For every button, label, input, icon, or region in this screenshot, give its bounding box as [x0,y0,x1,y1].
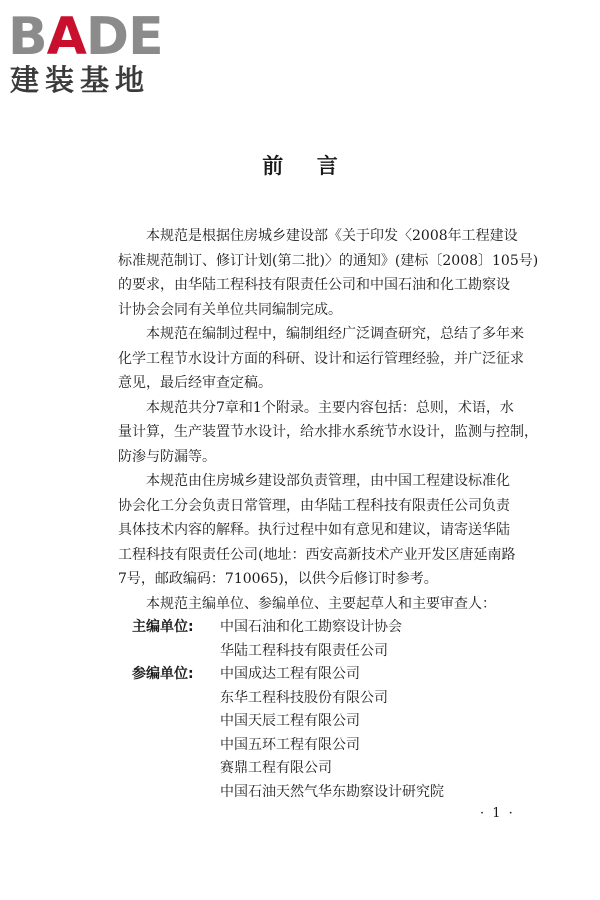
page-number: · 1 · [480,806,515,821]
organization-name: 中国成达工程有限公司 [220,666,360,682]
preface-paragraphs [118,224,539,616]
paragraph-line: 计协会会同有关单位共同编制完成。 [118,301,342,318]
paragraph-line: 的要求，由华陆工程科技有限责任公司和中国石油和化工勘察设 [118,277,510,293]
logo-letter: A [46,7,86,67]
preface-body [118,224,539,804]
page-title: 前言 [262,154,372,178]
chief-units-list [220,616,536,663]
organization-name: 中国石油天然气华东勘察设计研究院 [220,783,444,800]
organization-name: 华陆工程科技有限责任公司 [220,642,388,659]
paragraph-line: 标准规范制订、修订计划(第二批)〉的通知》(建标〔2008〕105号) [118,252,539,269]
paragraph-line: 本规范共分7章和1个附录。主要内容包括：总则，术语，水 [146,399,514,416]
bade-logo-graphic [8,4,183,96]
paragraph-line: 量计算，生产装置节水设计，给水排水系统节水设计，监测与控制， [118,424,538,440]
organization-name: 赛鼎工程有限公司 [220,760,332,776]
logo-brand-text [8,7,163,67]
organization-name: 中国石油和化工勘察设计协会 [220,619,402,635]
paragraph-line: 意见，最后经审查定稿。 [118,375,272,391]
organization-name: 中国五环工程有限公司 [220,736,360,753]
paragraph-line: 协会化工分会负责日常管理，由华陆工程科技有限责任公司负责 [118,497,510,514]
preface-paragraph [118,224,539,322]
organization-name: 中国天辰工程有限公司 [220,713,360,729]
logo-letter: D [85,7,129,67]
participating-units-block [118,663,536,804]
paragraph-line: 本规范在编制过程中，编制组经广泛调查研究，总结了多年来 [146,326,524,342]
paragraph-line: 工程科技有限责任公司(地址：西安高新技术产业开发区唐延南路 [118,546,516,563]
paragraph-line: 化学工程节水设计方面的科研、设计和运行管理经验，并广泛征求 [118,350,524,367]
paragraph-line: 7号，邮政编码：710065)，以供今后修订时参考。 [118,571,438,587]
paragraph-line: 本规范由住房城乡建设部负责管理，由中国工程建设标准化 [146,473,510,489]
paragraph-line: 本规范是根据住房城乡建设部《关于印发〈2008年工程建设 [146,228,518,244]
organization-name: 东华工程科技股份有限公司 [220,689,388,706]
chief-units-label: 主编单位: [132,619,194,635]
participating-units-list [220,663,536,804]
paragraph-line: 本规范主编单位、参编单位、主要起草人和主要审查人： [146,595,496,612]
preface-paragraph [118,469,536,592]
preface-paragraph [118,592,536,617]
logo-letter: B [8,7,47,67]
bade-logo [8,4,183,96]
preface-paragraph [118,396,536,470]
participating-units-label: 参编单位: [132,666,194,682]
preface-paragraph [118,322,536,396]
paragraph-line: 防渗与防漏等。 [118,448,216,465]
logo-subtitle-text: 建装基地 [10,63,151,96]
logo-letter: E [128,7,163,67]
chief-units-block [118,616,536,663]
paragraph-line: 具体技术内容的解释。执行过程中如有意见和建议，请寄送华陆 [118,522,510,538]
